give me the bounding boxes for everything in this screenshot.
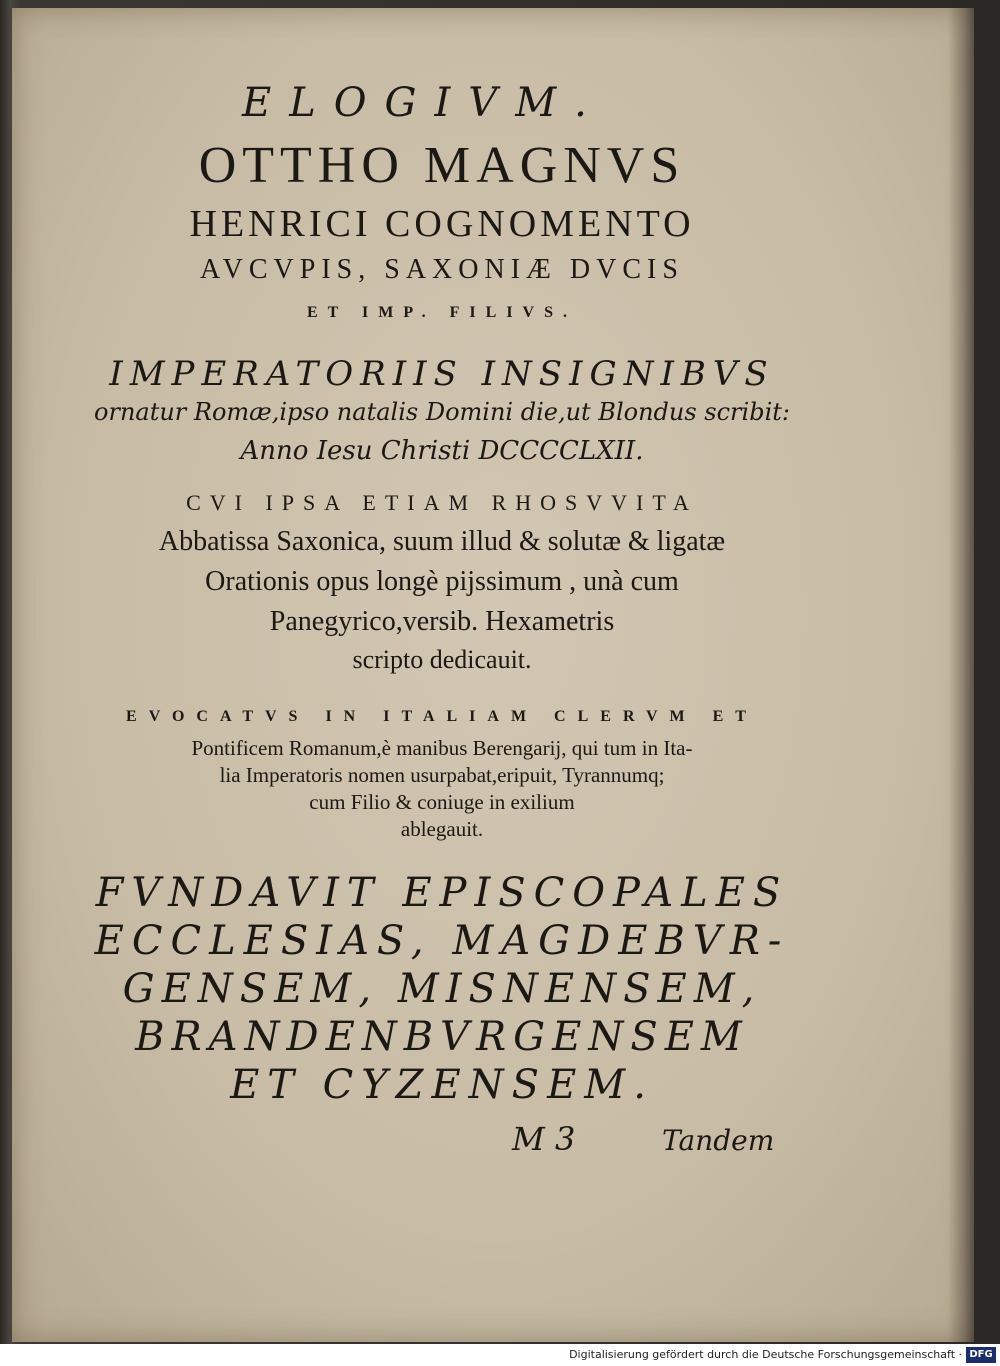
- page-edge-shadow: [948, 8, 974, 1342]
- section3-line: Abbatissa Saxonica, suum illud & solutæ & ligatæ: [158, 526, 726, 557]
- duke-line: AVCVPIS, SAXONIÆ DVCIS: [200, 254, 684, 285]
- section4-line: ablegauit.: [400, 817, 484, 841]
- section5-line: ECCLESIAS, MAGDEBVR-: [94, 918, 790, 964]
- section5-line: FVNDAVIT EPISCOPALES: [95, 870, 789, 916]
- section4-line: lia Imperatoris nomen usurpabat,eripuit, Tyrannumq;: [219, 763, 665, 787]
- section3-line: Orationis opus longè pijssimum , unà cum: [205, 566, 679, 597]
- footer-text: Digitalisierung gefördert durch die Deutsche Forschungsgemeinschaft ·: [569, 1348, 962, 1361]
- section2-line: ornatur Romæ,ipso natalis Domini die,ut Blondus scribit:: [94, 398, 790, 426]
- imp-line: ET IMP. FILIVS.: [306, 304, 578, 321]
- section4-line: Pontificem Romanum,è manibus Berengarij, qui tum in Ita-: [191, 736, 693, 760]
- section4-line: cum Filio & coniuge in exilium: [309, 790, 575, 814]
- section5-line: GENSEM, MISNENSEM,: [122, 966, 762, 1012]
- father-line: HENRICI COGNOMENTO: [189, 203, 695, 245]
- signature-mark: M 3: [512, 1120, 576, 1158]
- section5-line: BRANDENBVRGENSEM: [135, 1014, 749, 1060]
- page-heading: ELOGIVM.: [242, 80, 605, 126]
- footer-bar: [0, 1344, 1000, 1366]
- book-page: [12, 8, 974, 1342]
- name-line: OTTHO MAGNVS: [198, 137, 686, 194]
- dfg-logo: DFG: [966, 1347, 996, 1363]
- section3-title: CVI IPSA ETIAM RHOSVVITA: [186, 490, 698, 515]
- section2-title: IMPERATORIIS INSIGNIBVS: [109, 354, 775, 394]
- section3-line: scripto dedicauit.: [352, 645, 532, 674]
- section3-line: Panegyrico,versib. Hexametris: [269, 606, 615, 637]
- section5-line: ET CYZENSEM.: [230, 1062, 654, 1108]
- catchword: Tandem: [662, 1124, 775, 1157]
- section2-line: Anno Iesu Christi DCCCCLXII.: [240, 436, 644, 466]
- section4-title: EVOCATVS IN ITALIAM CLERVM ET: [126, 708, 758, 725]
